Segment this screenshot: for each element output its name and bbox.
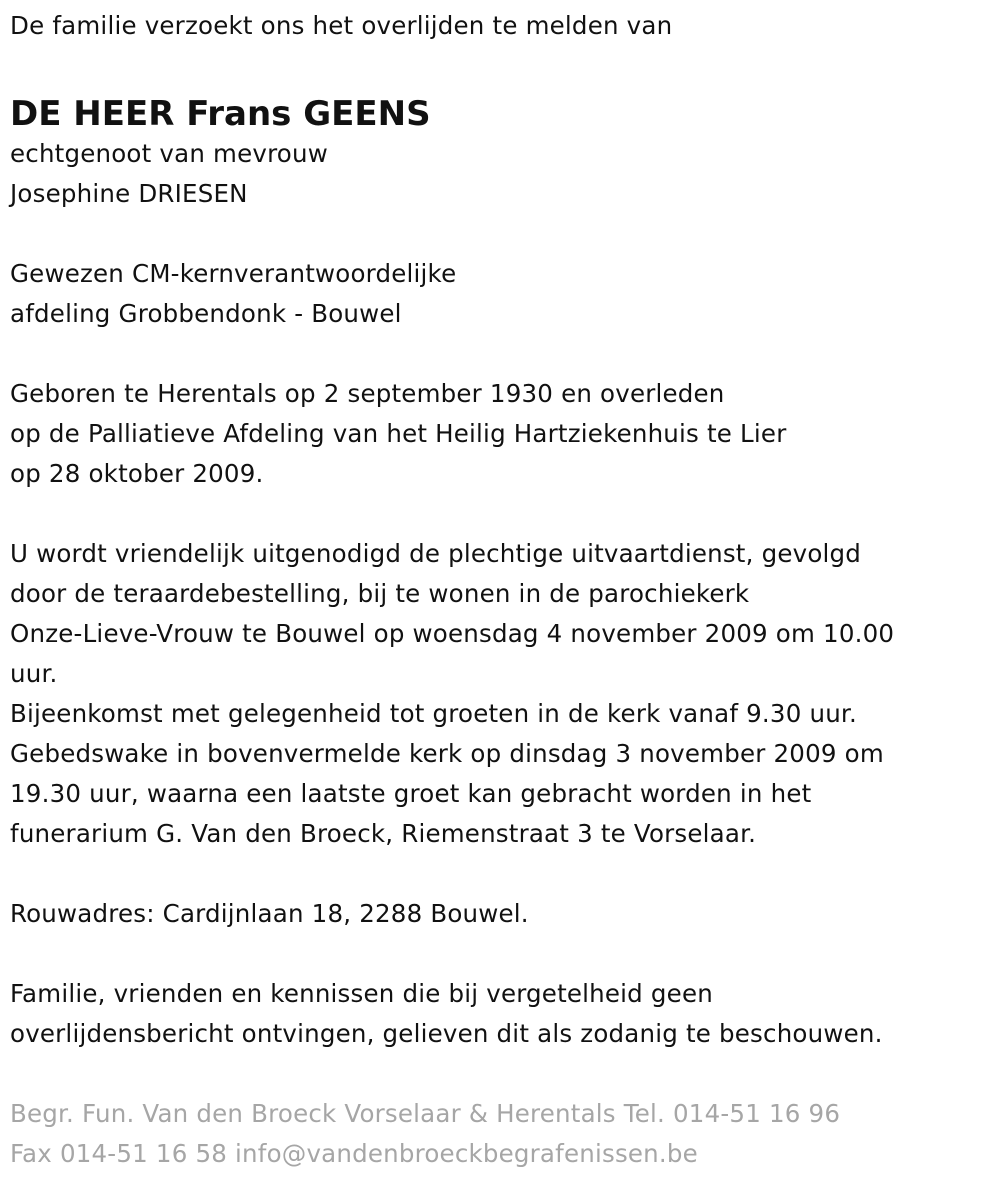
- role-line-1: Gewezen CM-kernverantwoordelijke: [10, 259, 457, 288]
- spacer: [10, 334, 990, 374]
- mourning-address: Rouwadres: Cardijnlaan 18, 2288 Bouwel.: [10, 899, 529, 928]
- spacer: [10, 934, 990, 974]
- service-line-7: 19.30 uur, waarna een laatste groet kan gebracht worden in het: [10, 779, 812, 808]
- service-line-1: U wordt vriendelijk uitgenodigd de plechtige uitvaartdienst, gevolgd: [10, 539, 862, 568]
- service-line-2: door de teraardebestelling, bij te wonen in de parochiekerk: [10, 579, 750, 608]
- deceased-name: DE HEER Frans GEENS: [10, 94, 431, 134]
- funeral-home-footer: [10, 1094, 990, 1174]
- service-line-6: Gebedswake in bovenvermelde kerk op dinsdag 3 november 2009 om: [10, 739, 884, 768]
- spacer: [10, 1054, 990, 1094]
- spacer: [10, 854, 990, 894]
- spacer: [10, 494, 990, 534]
- birth-death-line-1: Geboren te Herentals op 2 september 1930 en overleden: [10, 379, 725, 408]
- death-notice: [10, 0, 990, 1174]
- intro-text: De familie verzoekt ons het overlijden te melden van: [10, 11, 673, 40]
- notice-note-line-2: overlijdensbericht ontvingen, gelieven dit als zodanig te beschouwen.: [10, 1019, 883, 1048]
- birth-death-line-3: op 28 oktober 2009.: [10, 459, 264, 488]
- service-line-8: funerarium G. Van den Broeck, Riemenstraat 3 te Vorselaar.: [10, 819, 757, 848]
- spouse-line-1: echtgenoot van mevrouw: [10, 139, 328, 168]
- notice-note-line-1: Familie, vrienden en kennissen die bij vergetelheid geen: [10, 979, 713, 1008]
- service-line-4: uur.: [10, 659, 58, 688]
- spouse-line-2: Josephine DRIESEN: [10, 179, 248, 208]
- footer-line-2: Fax 014-51 16 58 info@vandenbroeckbegrafenissen.be: [10, 1139, 698, 1168]
- service-line-3: Onze-Lieve-Vrouw te Bouwel op woensdag 4 november 2009 om 10.00: [10, 619, 895, 648]
- role-line-2: afdeling Grobbendonk - Bouwel: [10, 299, 402, 328]
- footer-line-1: Begr. Fun. Van den Broeck Vorselaar & Herentals Tel. 014-51 16 96: [10, 1099, 841, 1128]
- service-line-5: Bijeenkomst met gelegenheid tot groeten in de kerk vanaf 9.30 uur.: [10, 699, 857, 728]
- birth-death-line-2: op de Palliatieve Afdeling van het Heilig Hartziekenhuis te Lier: [10, 419, 787, 448]
- spacer: [10, 214, 990, 254]
